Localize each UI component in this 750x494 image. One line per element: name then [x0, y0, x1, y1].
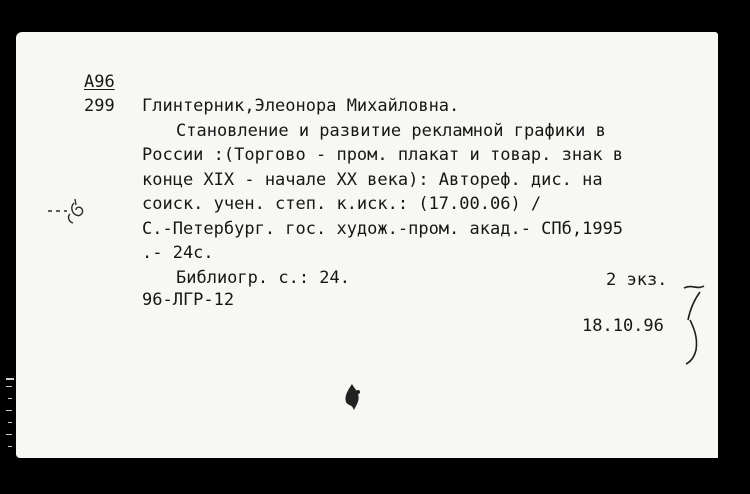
- bibliography-note: Библиогр. с.: 24.: [176, 267, 350, 288]
- title-line: .- 24с.: [142, 243, 214, 263]
- processing-date: 18.10.96: [582, 316, 664, 336]
- title-line: соиск. учен. степ. к.иск.: (17.00.06) /: [142, 194, 542, 214]
- handwritten-check: [684, 286, 704, 364]
- ink-blot: [345, 384, 360, 410]
- title-line: конце XIX - начале XX века): Автореф. дис. на: [142, 169, 603, 190]
- pencil-mark-left: [48, 199, 83, 223]
- title-line: С.-Петербург. гос. худож.-пром. акад.- СПб,1995: [142, 218, 624, 239]
- shelfmark-line-1: A96: [84, 72, 115, 92]
- title-line: России :(Торгово - пром. плакат и товар. знак в: [142, 145, 624, 165]
- shelfmark-line-2: 299: [84, 96, 115, 116]
- copies-count: 2 экз.: [606, 270, 668, 290]
- title-line: Становление и развитие рекламной графики в: [176, 120, 606, 141]
- edge-dots: [6, 378, 14, 447]
- accession-code: 96-ЛГР-12: [142, 290, 235, 310]
- author-heading: Глинтерник,Элеонора Михайловна.: [142, 96, 460, 116]
